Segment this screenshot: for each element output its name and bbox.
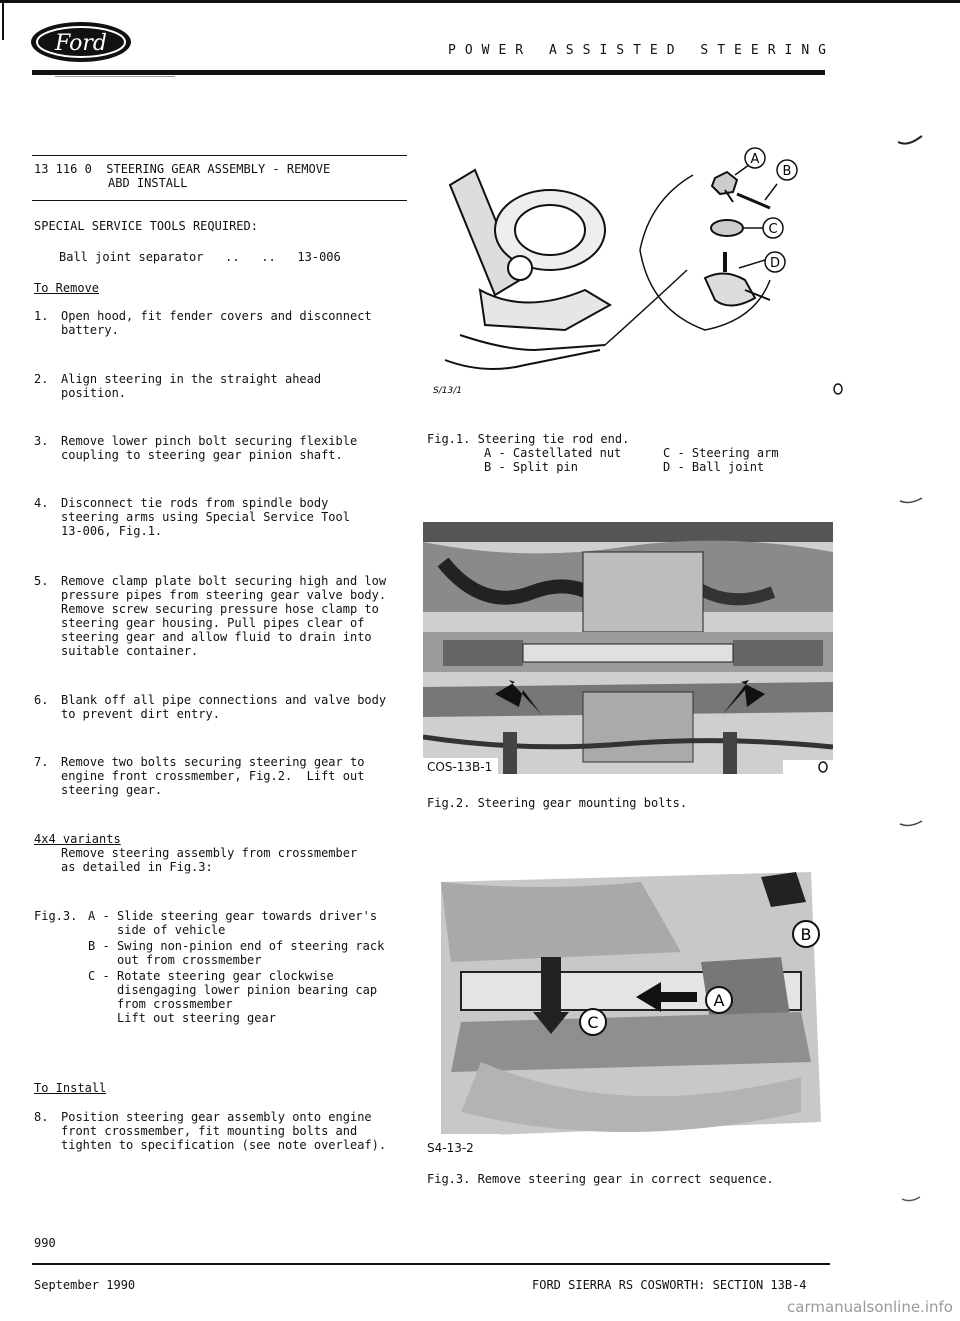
- footer-rule: [32, 1263, 830, 1265]
- top-edge-rule: [0, 0, 960, 3]
- footer-date: September 1990: [34, 1278, 136, 1292]
- header-rule: [32, 70, 825, 75]
- variants-heading: 4x4 variants: [34, 832, 121, 846]
- fig1-caption: Fig.1. Steering tie rod end.: [427, 432, 630, 446]
- fig3-photo: [421, 862, 841, 1158]
- watermark: carmanualsonline.info: [787, 1298, 953, 1316]
- step-text: Disconnect tie rods from spindle body steering arms using Special Service Tool 13-006, Fig.1.: [61, 496, 350, 538]
- fig2-photo: [423, 522, 833, 774]
- ford-logo: [30, 20, 132, 64]
- section-title-line1: 13 116 0 STEERING GEAR ASSEMBLY - REMOVE: [34, 162, 331, 176]
- check-mark-icon: [896, 1193, 926, 1205]
- step-text: Remove two bolts securing steering gear to engine front crossmember, Fig.2. Lift out steering gear.: [61, 755, 365, 797]
- step-number: 8.: [34, 1110, 49, 1124]
- page-number: 990: [34, 1236, 56, 1250]
- fig1-ref-code: S/13/1: [433, 386, 462, 396]
- fig3-ref: Fig.3.: [34, 909, 78, 923]
- fig1-legend-left: A - Castellated nut B - Split pin: [484, 446, 622, 474]
- header-subrule: [55, 76, 175, 77]
- tools-item: Ball joint separator .. .. 13-006: [59, 250, 341, 264]
- fig1-label-d: D: [769, 256, 781, 271]
- step-text: Remove clamp plate bolt securing high and low pressure pipes from steering gear valve body. Remove screw securing pressure hose clamp to steering gear housing. Pull pipes clear of steering gear and allow fluid to drain into suitable container.: [61, 574, 387, 658]
- step-number: 3.: [34, 434, 49, 448]
- section-top-rule: [32, 155, 407, 156]
- fig1-illustration: [425, 140, 845, 400]
- step-number: 4.: [34, 496, 49, 510]
- step-text: Blank off all pipe connections and valve body to prevent dirt entry.: [61, 693, 387, 721]
- step-number: 1.: [34, 309, 49, 323]
- step-number: 2.: [34, 372, 49, 386]
- variant-text: Slide steering gear towards driver's side of vehicle: [117, 909, 378, 937]
- step-text: Position steering gear assembly onto engine front crossmember, fit mounting bolts and tighten to specification (see note overleaf).: [61, 1110, 387, 1152]
- remove-heading: To Remove: [34, 281, 100, 295]
- fig2-caption: Fig.2. Steering gear mounting bolts.: [427, 796, 688, 810]
- fig2-ref-code: COS-13B-1: [427, 760, 493, 774]
- variant-letter: B -: [88, 939, 110, 953]
- install-heading: To Install: [34, 1081, 107, 1095]
- variant-text: Swing non-pinion end of steering rack out from crossmember: [117, 939, 385, 967]
- check-mark-icon: [896, 134, 926, 148]
- fig3-label-b: B: [800, 925, 812, 944]
- fig1-label-a: A: [750, 152, 760, 167]
- left-edge-mark: [2, 0, 4, 40]
- check-mark-icon: [896, 818, 926, 830]
- fig1-label-c: C: [768, 222, 778, 237]
- logo-text: Ford: [55, 31, 107, 56]
- fig3-ref-code: S4-13-2: [427, 1141, 474, 1155]
- fig3-label-a: A: [713, 991, 725, 1010]
- step-text: Align steering in the straight ahead position.: [61, 372, 322, 400]
- variant-letter: C -: [88, 969, 110, 983]
- fig3-caption: Fig.3. Remove steering gear in correct sequence.: [427, 1172, 774, 1186]
- section-bottom-rule: [32, 200, 407, 201]
- tools-heading: SPECIAL SERVICE TOOLS REQUIRED:: [34, 219, 258, 233]
- fig3-label-c: C: [587, 1013, 599, 1032]
- section-title-line2: ABD INSTALL: [108, 176, 188, 190]
- step-number: 6.: [34, 693, 49, 707]
- variants-text: Remove steering assembly from crossmember as detailed in Fig.3:: [61, 846, 358, 874]
- fig1-label-b: B: [782, 164, 792, 179]
- step-number: 7.: [34, 755, 49, 769]
- step-text: Remove lower pinch bolt securing flexible coupling to steering gear pinion shaft.: [61, 434, 358, 462]
- step-text: Open hood, fit fender covers and disconnect battery.: [61, 309, 372, 337]
- fig1-legend-right: C - Steering arm D - Ball joint: [663, 446, 779, 474]
- check-mark-icon: [896, 495, 926, 507]
- footer-manual-ref: FORD SIERRA RS COSWORTH: SECTION 13B-4: [532, 1278, 807, 1292]
- page-header-title: POWER ASSISTED STEERING: [448, 43, 836, 58]
- variant-text: Rotate steering gear clockwise disengaging lower pinion bearing cap from crossmember Lift out steering gear: [117, 969, 378, 1025]
- variant-letter: A -: [88, 909, 110, 923]
- step-number: 5.: [34, 574, 49, 588]
